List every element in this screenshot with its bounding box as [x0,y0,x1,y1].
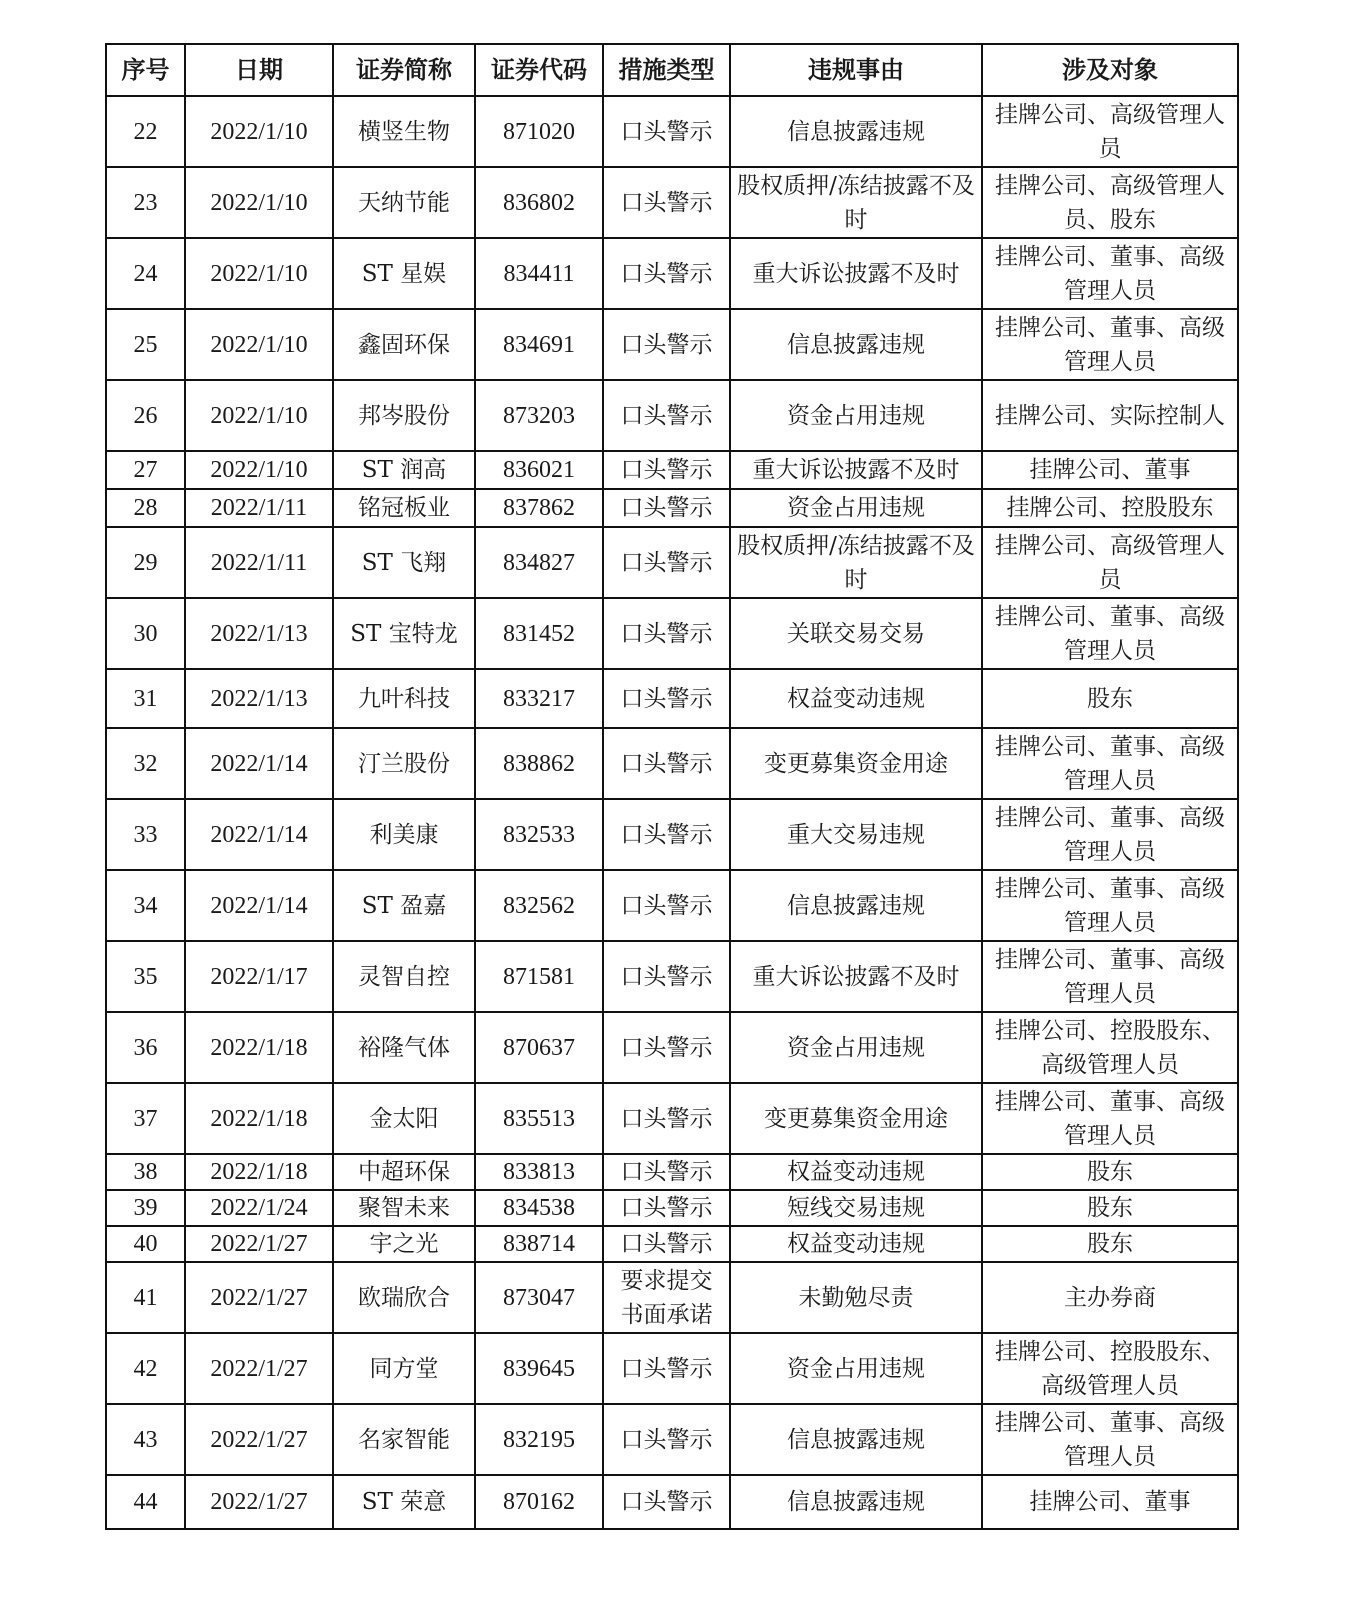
row-number-cell: 38 [106,1154,185,1190]
measure-type-cell: 口头警示 [603,1333,730,1404]
security-name-cell: 同方堂 [333,1333,475,1404]
violation-reason-cell: 信息披露违规 [730,96,982,167]
security-code-cell: 871581 [475,941,603,1012]
table-row [106,1190,1238,1226]
measure-type-cell: 口头警示 [603,380,730,451]
date-cell: 2022/1/11 [185,489,333,527]
involved-party-cell: 挂牌公司、董事 [982,451,1238,489]
table-row [106,1012,1238,1083]
violation-reason-cell: 股权质押/冻结披露不及时 [730,167,982,238]
date-cell: 2022/1/14 [185,799,333,870]
measure-type-cell: 口头警示 [603,1190,730,1226]
security-name-cell: 金太阳 [333,1083,475,1154]
table-row [106,309,1238,380]
table-row [106,1226,1238,1262]
header-row [106,44,1238,96]
date-cell: 2022/1/27 [185,1475,333,1529]
security-name-cell: 欧瑞欣合 [333,1262,475,1333]
table-row [106,1333,1238,1404]
measure-type-cell: 口头警示 [603,167,730,238]
row-number-cell: 32 [106,728,185,799]
measure-type-cell: 口头警示 [603,451,730,489]
measure-type-cell: 口头警示 [603,96,730,167]
row-number-cell: 36 [106,1012,185,1083]
security-name-cell: ST 星娱 [333,238,475,309]
table-row [106,669,1238,728]
date-cell: 2022/1/14 [185,728,333,799]
table-row [106,1262,1238,1333]
date-cell: 2022/1/24 [185,1190,333,1226]
violation-reason-cell: 股权质押/冻结披露不及时 [730,527,982,598]
date-cell: 2022/1/10 [185,451,333,489]
involved-party-cell: 挂牌公司、董事、高级管理人员 [982,728,1238,799]
measure-type-cell: 口头警示 [603,238,730,309]
security-name-cell: ST 盈嘉 [333,870,475,941]
involved-party-cell: 挂牌公司、董事、高级管理人员 [982,1404,1238,1475]
involved-party-cell: 挂牌公司、实际控制人 [982,380,1238,451]
date-cell: 2022/1/13 [185,598,333,669]
header-cell: 日期 [185,44,333,96]
security-code-cell: 831452 [475,598,603,669]
security-name-cell: 鑫固环保 [333,309,475,380]
header-cell: 违规事由 [730,44,982,96]
violation-reason-cell: 关联交易交易 [730,598,982,669]
violation-reason-cell: 资金占用违规 [730,1333,982,1404]
row-number-cell: 23 [106,167,185,238]
involved-party-cell: 主办券商 [982,1262,1238,1333]
security-code-cell: 834691 [475,309,603,380]
security-name-cell: 名家智能 [333,1404,475,1475]
measure-type-cell: 口头警示 [603,728,730,799]
involved-party-cell: 股东 [982,1154,1238,1190]
security-code-cell: 832195 [475,1404,603,1475]
violation-reason-cell: 重大诉讼披露不及时 [730,238,982,309]
security-name-cell: ST 宝特龙 [333,598,475,669]
measure-type-cell: 口头警示 [603,598,730,669]
measure-type-cell: 口头警示 [603,870,730,941]
violation-reason-cell: 变更募集资金用途 [730,1083,982,1154]
table-body [106,96,1238,1529]
row-number-cell: 39 [106,1190,185,1226]
involved-party-cell: 挂牌公司、董事、高级管理人员 [982,1083,1238,1154]
involved-party-cell: 挂牌公司、控股股东、高级管理人员 [982,1012,1238,1083]
table-row [106,1475,1238,1529]
table-row [106,238,1238,309]
violation-reason-cell: 信息披露违规 [730,309,982,380]
row-number-cell: 41 [106,1262,185,1333]
row-number-cell: 44 [106,1475,185,1529]
involved-party-cell: 挂牌公司、控股股东、高级管理人员 [982,1333,1238,1404]
row-number-cell: 30 [106,598,185,669]
table-row [106,1404,1238,1475]
row-number-cell: 26 [106,380,185,451]
security-name-cell: 铭冠板业 [333,489,475,527]
date-cell: 2022/1/10 [185,309,333,380]
security-code-cell: 870637 [475,1012,603,1083]
measure-type-cell: 口头警示 [603,1154,730,1190]
security-name-cell: 中超环保 [333,1154,475,1190]
involved-party-cell: 股东 [982,669,1238,728]
header-cell: 证券简称 [333,44,475,96]
security-code-cell: 834827 [475,527,603,598]
table-row [106,598,1238,669]
table-row [106,870,1238,941]
security-code-cell: 833217 [475,669,603,728]
row-number-cell: 25 [106,309,185,380]
header-cell: 序号 [106,44,185,96]
measure-type-cell: 口头警示 [603,1404,730,1475]
security-code-cell: 870162 [475,1475,603,1529]
security-name-cell: 利美康 [333,799,475,870]
security-name-cell: 聚智未来 [333,1190,475,1226]
security-name-cell: ST 润高 [333,451,475,489]
security-name-cell: ST 飞翔 [333,527,475,598]
date-cell: 2022/1/18 [185,1012,333,1083]
date-cell: 2022/1/27 [185,1262,333,1333]
security-name-cell: 九叶科技 [333,669,475,728]
involved-party-cell: 挂牌公司、高级管理人员、股东 [982,167,1238,238]
violation-reason-cell: 短线交易违规 [730,1190,982,1226]
row-number-cell: 22 [106,96,185,167]
security-code-cell: 836021 [475,451,603,489]
measure-type-cell: 口头警示 [603,1083,730,1154]
table-row [106,489,1238,527]
involved-party-cell: 挂牌公司、高级管理人员 [982,527,1238,598]
involved-party-cell: 挂牌公司、董事、高级管理人员 [982,799,1238,870]
measure-type-cell: 口头警示 [603,489,730,527]
violation-reason-cell: 权益变动违规 [730,1154,982,1190]
security-code-cell: 839645 [475,1333,603,1404]
involved-party-cell: 挂牌公司、董事、高级管理人员 [982,598,1238,669]
violation-reason-cell: 权益变动违规 [730,1226,982,1262]
security-code-cell: 873203 [475,380,603,451]
security-name-cell: 裕隆气体 [333,1012,475,1083]
date-cell: 2022/1/10 [185,96,333,167]
involved-party-cell: 股东 [982,1190,1238,1226]
measure-type-cell: 口头警示 [603,309,730,380]
security-code-cell: 873047 [475,1262,603,1333]
table-row [106,1083,1238,1154]
table-row [106,167,1238,238]
table-row [106,380,1238,451]
involved-party-cell: 挂牌公司、董事、高级管理人员 [982,941,1238,1012]
table-row [106,728,1238,799]
date-cell: 2022/1/10 [185,380,333,451]
date-cell: 2022/1/27 [185,1404,333,1475]
row-number-cell: 40 [106,1226,185,1262]
involved-party-cell: 挂牌公司、董事、高级管理人员 [982,309,1238,380]
violation-reason-cell: 重大诉讼披露不及时 [730,941,982,1012]
disciplinary-measures-table [105,43,1239,1530]
date-cell: 2022/1/17 [185,941,333,1012]
measure-type-cell: 口头警示 [603,527,730,598]
header-cell: 证券代码 [475,44,603,96]
row-number-cell: 24 [106,238,185,309]
involved-party-cell: 股东 [982,1226,1238,1262]
violation-reason-cell: 变更募集资金用途 [730,728,982,799]
measure-type-cell: 口头警示 [603,799,730,870]
involved-party-cell: 挂牌公司、董事、高级管理人员 [982,870,1238,941]
row-number-cell: 33 [106,799,185,870]
security-code-cell: 871020 [475,96,603,167]
violation-reason-cell: 资金占用违规 [730,380,982,451]
measure-type-cell: 要求提交书面承诺 [603,1262,730,1333]
table-row [106,527,1238,598]
row-number-cell: 27 [106,451,185,489]
violation-reason-cell: 信息披露违规 [730,1404,982,1475]
security-code-cell: 832562 [475,870,603,941]
header-cell: 措施类型 [603,44,730,96]
date-cell: 2022/1/13 [185,669,333,728]
violation-reason-cell: 权益变动违规 [730,669,982,728]
security-code-cell: 836802 [475,167,603,238]
violation-reason-cell: 重大交易违规 [730,799,982,870]
date-cell: 2022/1/10 [185,238,333,309]
table-row [106,1154,1238,1190]
row-number-cell: 42 [106,1333,185,1404]
table-row [106,451,1238,489]
security-name-cell: 横竖生物 [333,96,475,167]
row-number-cell: 31 [106,669,185,728]
violation-reason-cell: 重大诉讼披露不及时 [730,451,982,489]
involved-party-cell: 挂牌公司、董事、高级管理人员 [982,238,1238,309]
security-code-cell: 833813 [475,1154,603,1190]
security-code-cell: 834411 [475,238,603,309]
row-number-cell: 37 [106,1083,185,1154]
security-code-cell: 838862 [475,728,603,799]
row-number-cell: 28 [106,489,185,527]
date-cell: 2022/1/11 [185,527,333,598]
table-row [106,799,1238,870]
security-name-cell: ST 荣意 [333,1475,475,1529]
violation-reason-cell: 未勤勉尽责 [730,1262,982,1333]
security-name-cell: 天纳节能 [333,167,475,238]
security-code-cell: 838714 [475,1226,603,1262]
security-name-cell: 汀兰股份 [333,728,475,799]
security-name-cell: 灵智自控 [333,941,475,1012]
date-cell: 2022/1/10 [185,167,333,238]
violation-reason-cell: 资金占用违规 [730,1012,982,1083]
security-code-cell: 834538 [475,1190,603,1226]
date-cell: 2022/1/27 [185,1226,333,1262]
measure-type-cell: 口头警示 [603,1475,730,1529]
row-number-cell: 29 [106,527,185,598]
violation-reason-cell: 信息披露违规 [730,870,982,941]
involved-party-cell: 挂牌公司、高级管理人员 [982,96,1238,167]
measure-type-cell: 口头警示 [603,1226,730,1262]
violation-reason-cell: 资金占用违规 [730,489,982,527]
violation-reason-cell: 信息披露违规 [730,1475,982,1529]
date-cell: 2022/1/27 [185,1333,333,1404]
row-number-cell: 43 [106,1404,185,1475]
security-name-cell: 邦岑股份 [333,380,475,451]
involved-party-cell: 挂牌公司、董事 [982,1475,1238,1529]
row-number-cell: 34 [106,870,185,941]
security-code-cell: 837862 [475,489,603,527]
measure-type-cell: 口头警示 [603,1012,730,1083]
involved-party-cell: 挂牌公司、控股股东 [982,489,1238,527]
date-cell: 2022/1/18 [185,1154,333,1190]
measure-type-cell: 口头警示 [603,669,730,728]
date-cell: 2022/1/18 [185,1083,333,1154]
table-row [106,96,1238,167]
header-cell: 涉及对象 [982,44,1238,96]
table-row [106,941,1238,1012]
security-code-cell: 835513 [475,1083,603,1154]
measure-type-cell: 口头警示 [603,941,730,1012]
security-name-cell: 宇之光 [333,1226,475,1262]
date-cell: 2022/1/14 [185,870,333,941]
security-code-cell: 832533 [475,799,603,870]
row-number-cell: 35 [106,941,185,1012]
